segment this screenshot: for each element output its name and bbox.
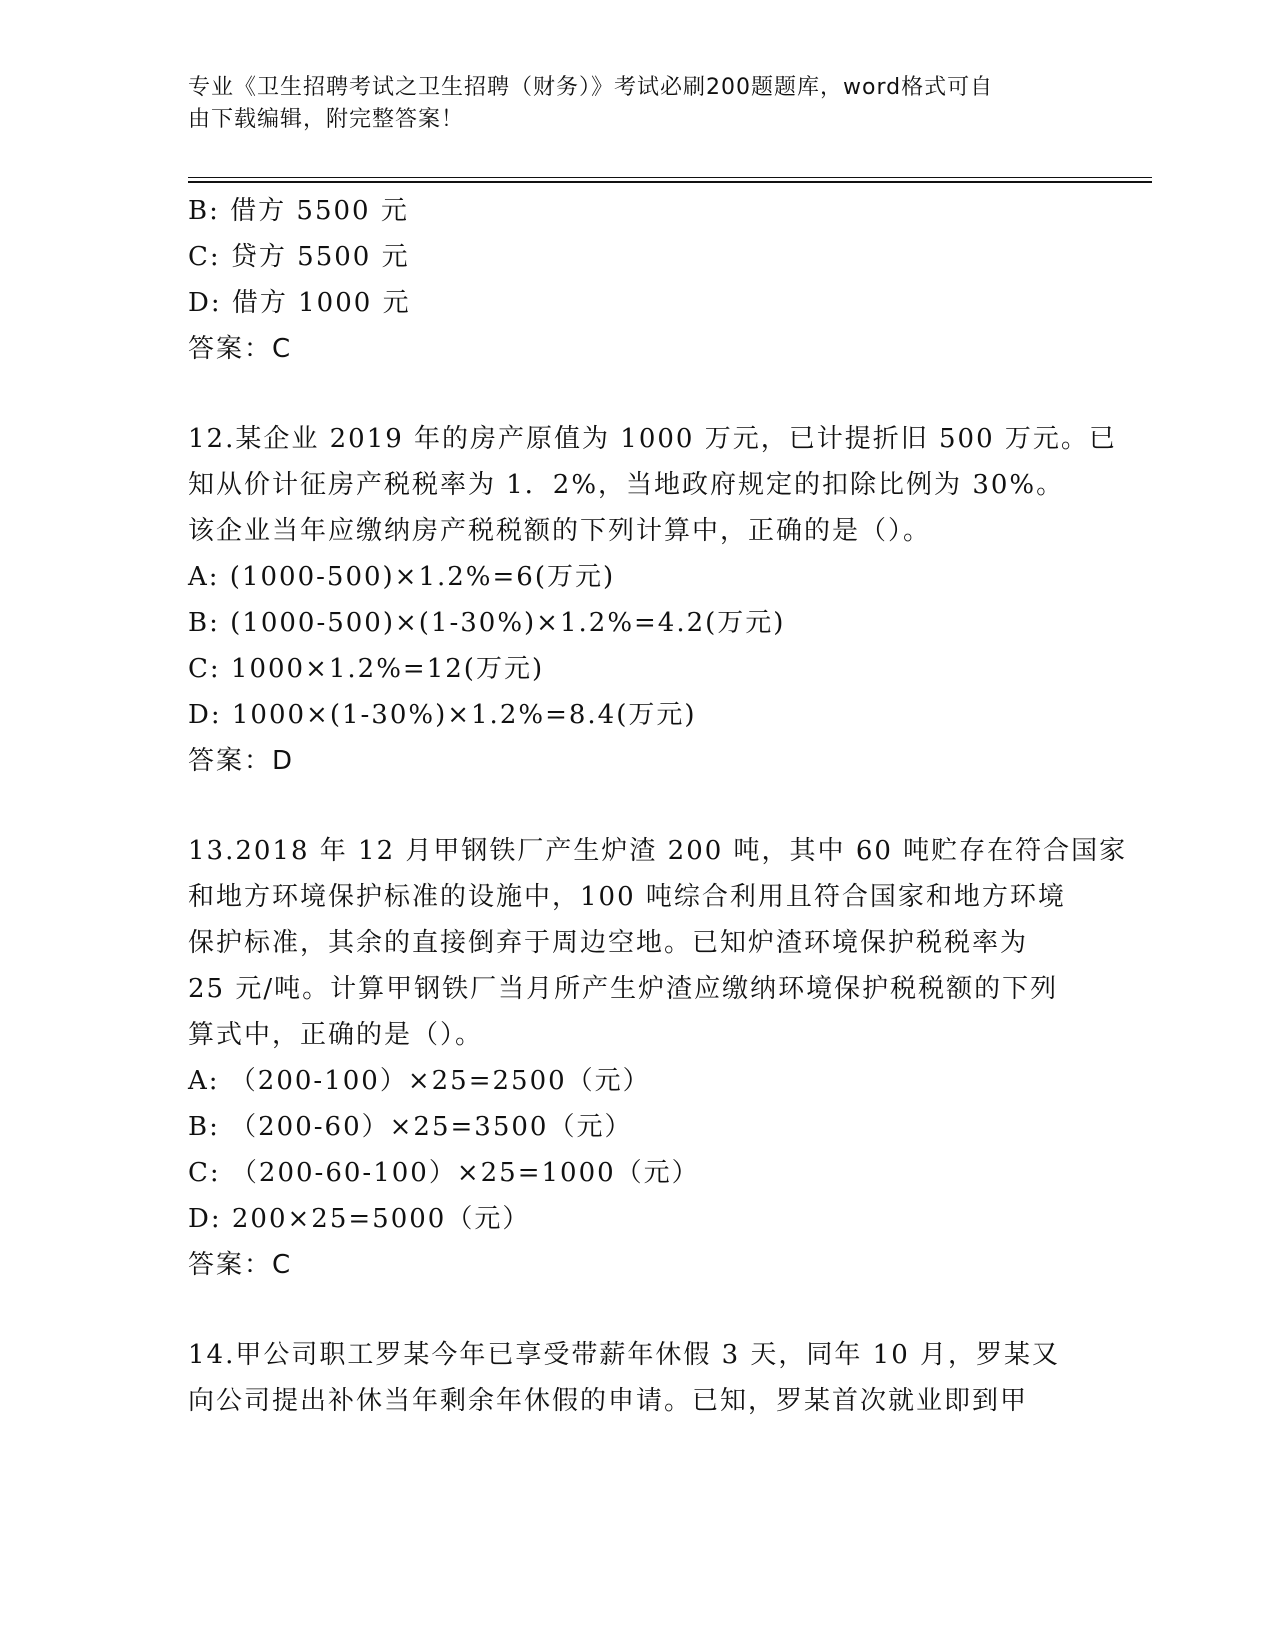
q12-answer: 答案：D [188, 746, 295, 776]
spacer [188, 784, 1088, 828]
header-divider-thick [188, 181, 1152, 183]
q13-option-d: D: 200×25=5000（元） [188, 1204, 531, 1234]
page-header [188, 72, 1088, 136]
q13-stem-line-3: 保护标准，其余的直接倒弃于周边空地。已知炉渣环境保护税税率为 [188, 928, 1029, 958]
spacer [188, 1288, 1088, 1332]
q14-stem-line-2: 向公司提出补休当年剩余年休假的申请。已知，罗某首次就业即到甲 [188, 1386, 1029, 1416]
q13-option-a: A: （200-100）×25=2500（元） [188, 1066, 651, 1096]
q13-answer: 答案：C [188, 1250, 293, 1280]
q13-option-c: C: （200-60-100）×25=1000（元） [188, 1158, 700, 1188]
q11-option-c: C: 贷方 5500 元 [188, 242, 410, 272]
q13-stem-line-4: 25 元/吨。计算甲钢铁厂当月所产生炉渣应缴纳环境保护税税额的下列 [188, 974, 1059, 1004]
q13-stem-line-2: 和地方环境保护标准的设施中，100 吨综合利用且符合国家和地方环境 [188, 882, 1066, 912]
q13-stem-line-1: 13.2018 年 12 月甲钢铁厂产生炉渣 200 吨，其中 60 吨贮存在符合国家 [188, 836, 1128, 866]
q11-option-d: D: 借方 1000 元 [188, 288, 411, 318]
question-11-tail [188, 188, 1088, 372]
q13-stem-line-5: 算式中，正确的是（）。 [188, 1020, 484, 1050]
spacer [188, 372, 1088, 416]
q14-stem-line-1: 14.甲公司职工罗某今年已享受带薪年休假 3 天，同年 10 月，罗某又 [188, 1340, 1061, 1370]
q12-stem-line-3: 该企业当年应缴纳房产税税额的下列计算中，正确的是（）。 [188, 516, 932, 546]
header-line-2: 由下载编辑，附完整答案！ [188, 107, 465, 132]
question-14 [188, 1332, 1088, 1424]
q12-stem-line-2: 知从价计征房产税税率为 1．2%，当地政府规定的扣除比例为 30%。 [188, 470, 1065, 500]
question-12 [188, 416, 1117, 784]
q12-option-b: B: (1000-500)×(1-30%)×1.2%=4.2(万元) [188, 608, 786, 638]
q11-option-b: B: 借方 5500 元 [188, 196, 409, 226]
q13-option-b: B: （200-60）×25=3500（元） [188, 1112, 633, 1142]
question-13 [188, 828, 1128, 1288]
question-content [188, 188, 1128, 1424]
q12-option-c: C: 1000×1.2%=12(万元) [188, 654, 545, 684]
q11-answer: 答案：C [188, 334, 293, 364]
q12-stem-line-1: 12.某企业 2019 年的房产原值为 1000 万元，已计提折旧 500 万元。已 [188, 424, 1117, 454]
q12-option-a: A: (1000-500)×1.2%=6(万元) [188, 562, 616, 592]
header-divider-thin [188, 177, 1152, 178]
header-line-1: 专业《卫生招聘考试之卫生招聘（财务）》考试必刷200题题库，word格式可自 [188, 75, 994, 100]
q12-option-d: D: 1000×(1-30%)×1.2%=8.4(万元) [188, 700, 697, 730]
